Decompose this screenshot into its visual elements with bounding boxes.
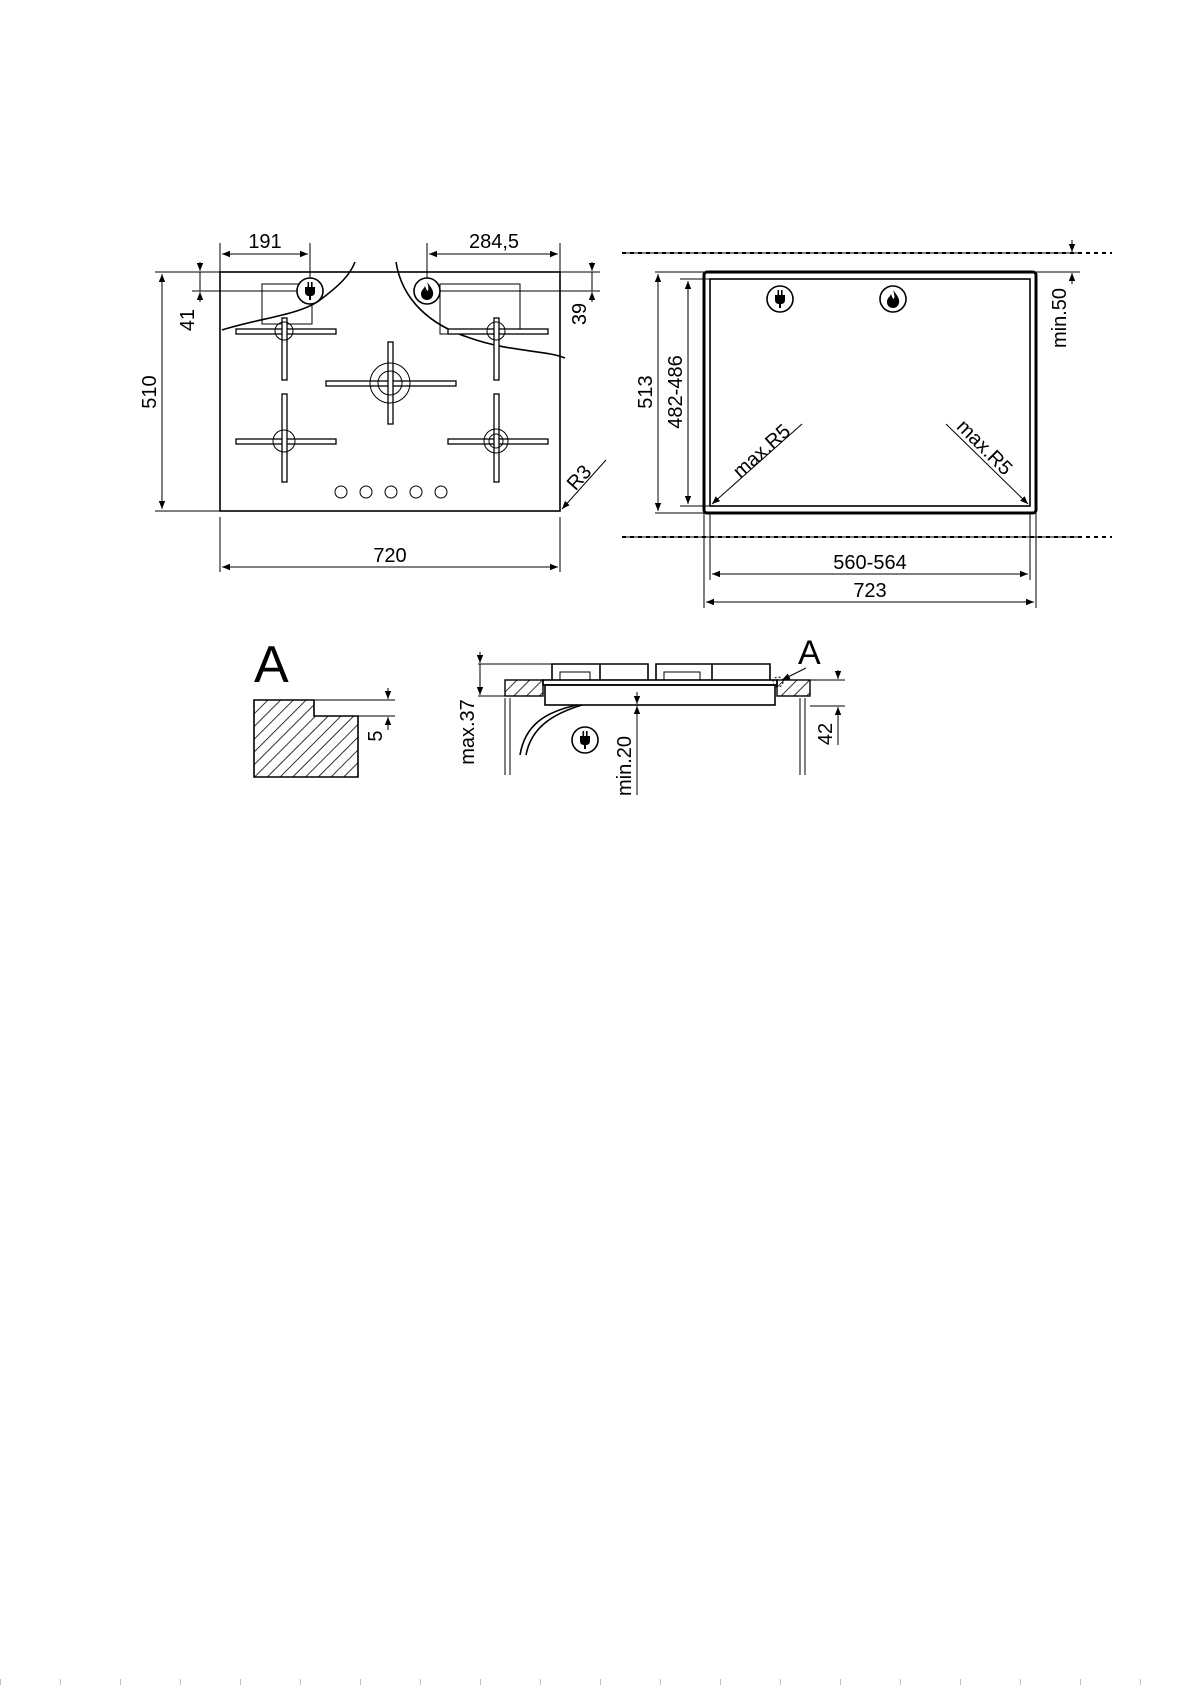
burner-center-wok — [326, 342, 456, 424]
control-knobs — [335, 486, 447, 498]
worktop-outline — [704, 272, 1036, 513]
dim-plug-depth: 41 — [177, 308, 199, 332]
electric-plug-icon — [572, 727, 598, 753]
electric-plug-icon — [297, 278, 323, 304]
detail-a-label: A — [254, 636, 289, 694]
dim-step: 5 — [365, 730, 387, 742]
dim-cutout-depth: 482-486 — [665, 355, 687, 429]
dim-height: max.37 — [457, 699, 479, 765]
burner-front-left — [236, 394, 336, 482]
cutout-view — [622, 240, 1112, 608]
dim-gas-offset: 284,5 — [468, 231, 520, 253]
control-knob — [360, 486, 372, 498]
dim-worktop: 42 — [815, 722, 837, 746]
detail-a-reference: A — [798, 634, 821, 672]
worktop-section-hatched — [254, 700, 358, 777]
section-view — [457, 634, 845, 796]
dim-gas-depth: 39 — [569, 302, 591, 326]
burner-rear-right — [448, 318, 548, 380]
burner-rear-left — [236, 318, 336, 380]
page-footer-marks — [0, 1679, 1192, 1685]
gas-flame-icon — [880, 286, 906, 312]
dim-radius-right: max.R5 — [952, 415, 1017, 480]
dim-corner-radius: R3 — [562, 461, 597, 495]
dim-rear-clearance: min.50 — [1049, 287, 1071, 349]
gas-flame-icon — [414, 278, 440, 304]
worktop-right — [777, 680, 810, 696]
dim-depth: 510 — [139, 375, 161, 409]
control-knob — [385, 486, 397, 498]
dim-outer-depth: 513 — [635, 375, 657, 409]
cutaway-curve-right — [396, 262, 565, 358]
cutout-outline — [710, 279, 1030, 506]
electric-plug-icon — [767, 286, 793, 312]
detail-a — [254, 636, 395, 777]
dim-cutout-width: 560-564 — [833, 552, 907, 574]
control-knob — [410, 486, 422, 498]
dim-radius-left: max.R5 — [729, 420, 795, 483]
hob-top-view — [139, 231, 606, 572]
control-knob — [335, 486, 347, 498]
dim-width: 720 — [373, 545, 407, 567]
dim-clearance: min.20 — [614, 735, 636, 797]
hob-body — [545, 685, 775, 705]
worktop-left — [505, 680, 543, 696]
dim-plug-offset: 191 — [248, 231, 282, 253]
control-knob — [435, 486, 447, 498]
dim-outer-width: 723 — [853, 580, 887, 602]
burner-front-right — [448, 394, 548, 482]
